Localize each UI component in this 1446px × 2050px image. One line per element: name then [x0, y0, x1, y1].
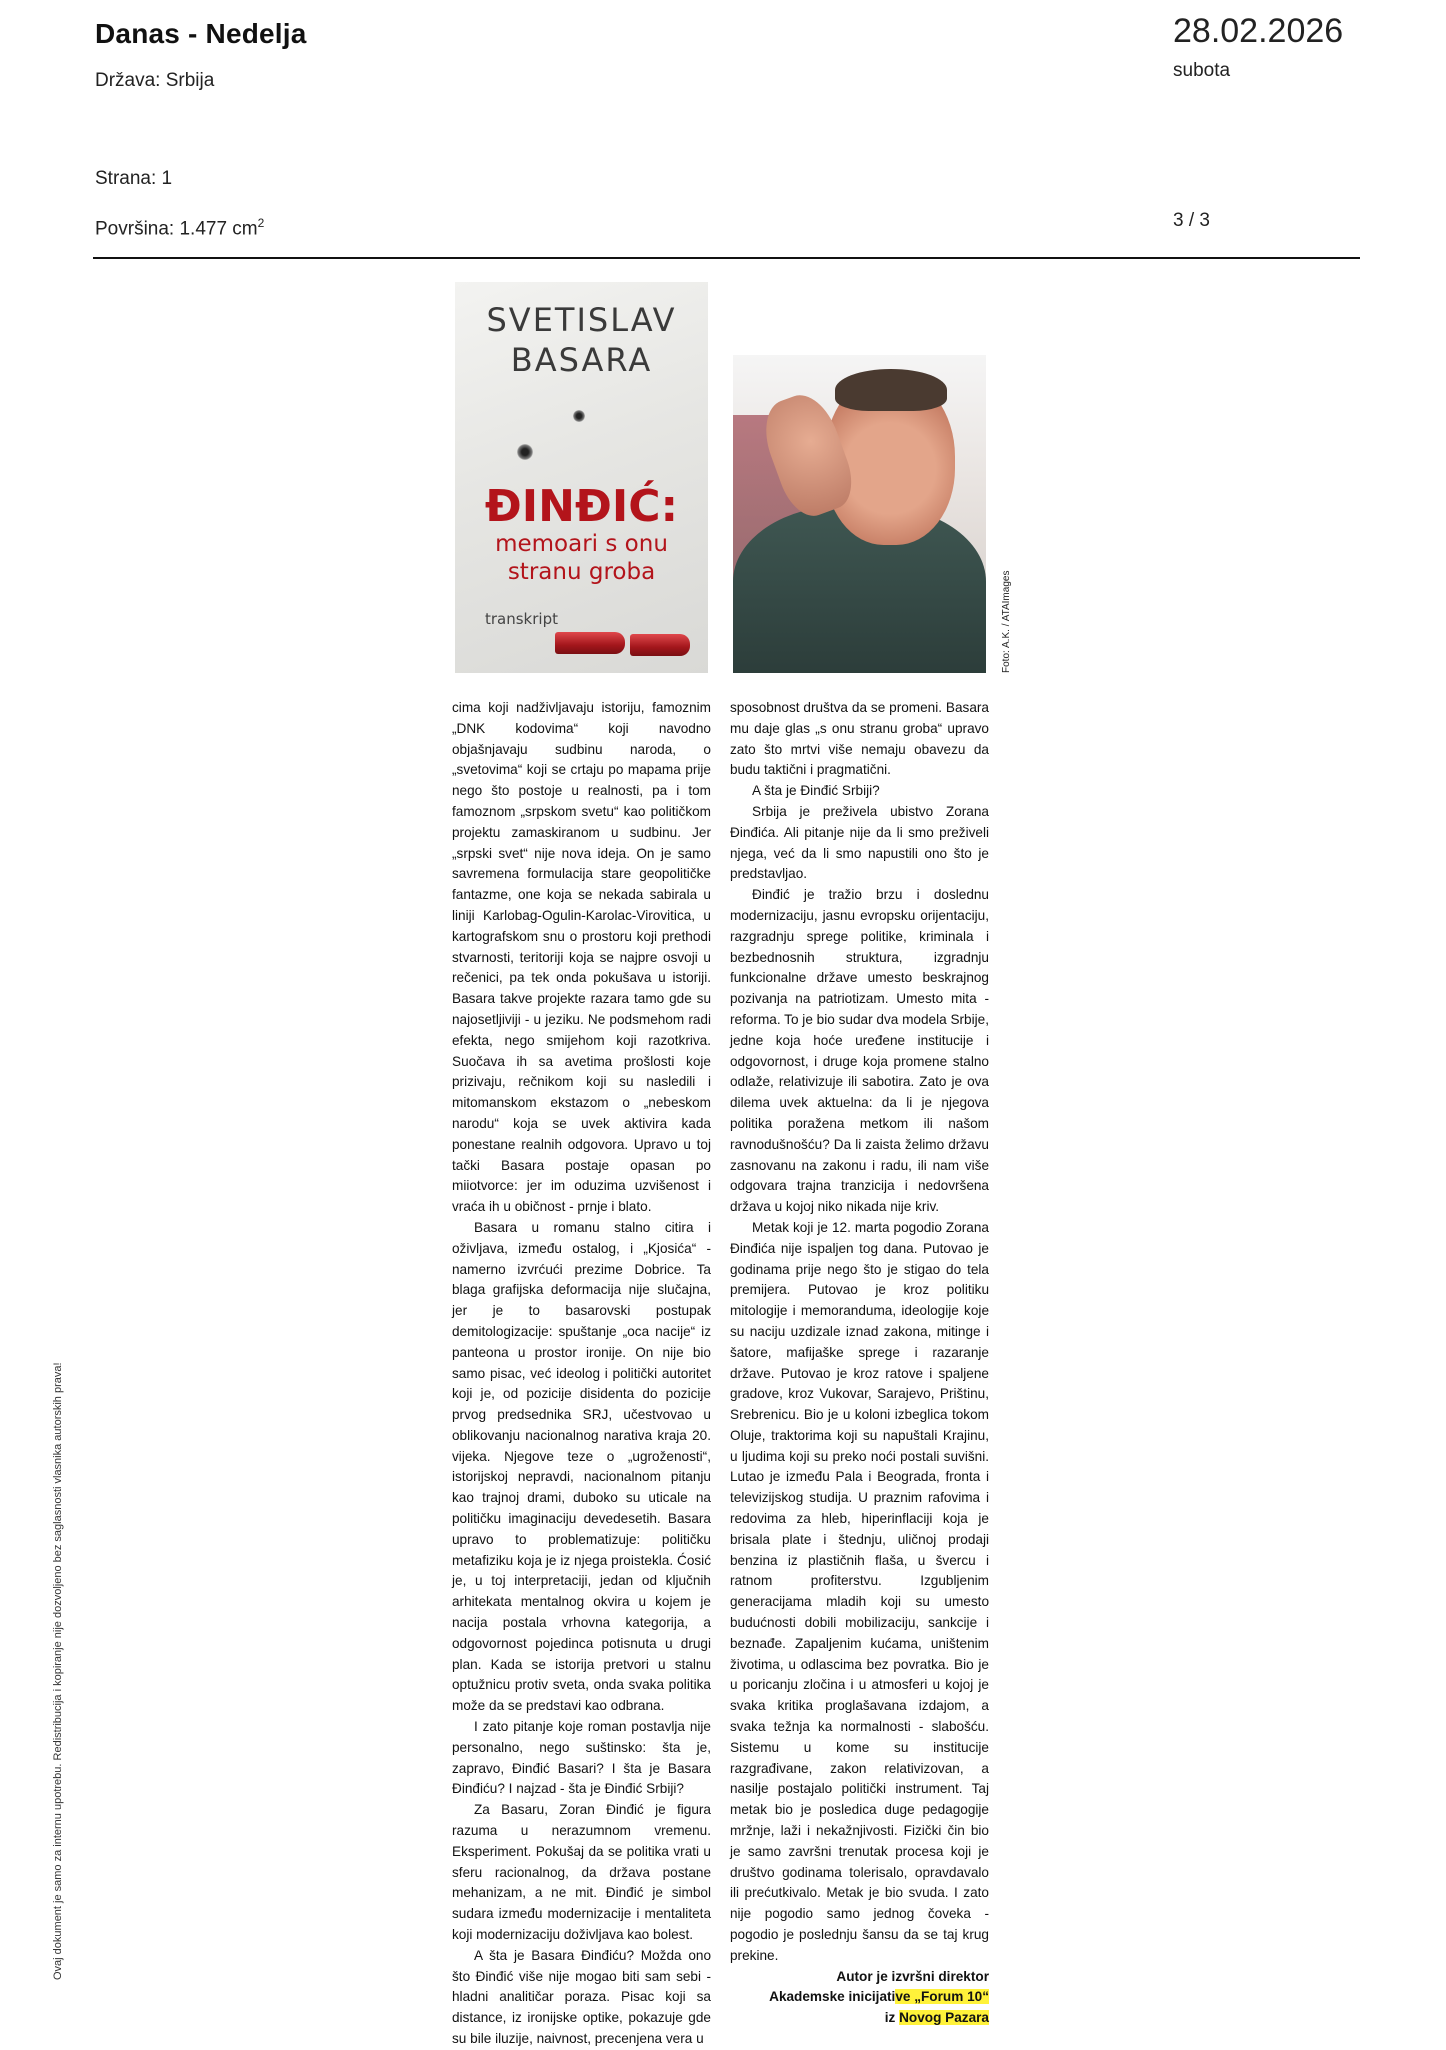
header-divider: [93, 257, 1360, 259]
bullet-shell-icon: [555, 632, 625, 654]
article-column-1: [452, 698, 711, 2050]
cover-title: ĐINĐIĆ:: [484, 481, 679, 532]
cover-author-first: SVETISLAV: [486, 301, 677, 339]
issue-weekday: subota: [1173, 60, 1231, 81]
area-exponent: 2: [257, 216, 265, 230]
cover-author-last: BASARA: [510, 341, 653, 379]
photo-figure-hair: [835, 369, 947, 411]
author-signature-line2: [730, 1987, 989, 2008]
article-paragraph: I zato pitanje koje roman postavlja nije personalno, nego suštinsko: šta je, zapravo, Đinđić Basari? I šta je Basara Đinđiću? I najzad - šta je Đinđić Srbiji?: [452, 1719, 711, 1797]
article-paragraph: cima koji nadživljavaju istoriju, famoznim „DNK kodovima“ koji navodno objašnjavaju sudbinu naroda, o „svetovima“ koji se crtaju po mapama prije nego što postoje u realnosti, pa i tom famoznom „srpskom svetu“ kao političkom projektu zamaskiranom u sudbinu. Jer „srpski svet“ nije nova ideja. On je samo savremena formulacija stare geopolitičke fantazme, one koja se nekada sabirala u liniji Karlobag-Ogulin-Karolac-Virovitica, u kartografskom snu o prostoru koji prethodi stvarnosti, teritoriji koja se najpre osvoji u rečenici, pa tek onda pokušava u istoriji. Basara takve projekte razara tamo gde su najosetljiviji - u jeziku. Ne podsmehom radi efekta, nego smijehom koji razotkriva. Suočava ih sa avetima prošlosti koje prizivaju, rečnikom koji su nasledili i mitomanskom ekstazom o „nebeskom narodu“ koja se uvek aktivira kada ponestane realnih odgovora. Upravo u toj tački Basara postaje opasan po miiotvorce: jer im oduzima uzvišenost i vraća ih u običnost - prnje i blato.: [452, 700, 711, 1215]
cover-subtitle-line1: memoari s onu: [495, 531, 668, 557]
author-signature-line3: [730, 2008, 989, 2029]
page-counter: 3 / 3: [1173, 210, 1210, 231]
article-column-2: [730, 698, 989, 2029]
country-label: Država: Srbija: [95, 70, 215, 91]
page-label: Strana: 1: [95, 168, 173, 189]
copyright-side-note: Ovaj dokument je samo za internu upotrebu. Redistribucija i kopiranje nije dozvoljeno bez saglasnosti vlasnika autorskih prava!: [52, 1362, 64, 1980]
article-paragraph: A šta je Đinđić Srbiji?: [752, 783, 880, 799]
article-paragraph: A šta je Basara Đinđiću? Možda ono što Đinđić više nije mogao biti sam sebi - hladni analitičar poraza. Pisac koji sa distance, iz ironijske optike, pokazuje gde su bile iluzije, naivnost, precenjena vera u: [452, 1947, 711, 2046]
bullet-hole-icon: [573, 410, 585, 422]
article-paragraph: Basara u romanu stalno citira i oživljava, između ostalog, i „Kjosića“ - namerno izvrćući prezime Dobrice. Ta blaga grafijska deformacija nije slučajna, jer je to basarovski postupak demitologizacije: spuštanje „oca nacije“ iz panteona u prostor ironije. On nije bio samo pisac, već ideolog i politički autoritet koji je, od pozicije disidenta do pozicije prvog predsednika SRJ, učestvovao u oblikovanju nacionalnog narativa kraja 20. vijeka. Njegove teze o „ugroženosti“, istorijskoj nepravdi, nacionalnom pitanju kao trajnoj drami, duboko su uticale na političku imaginaciju devedesetih. Basara upravo to problematizuje: političku metafiziku koja je iz njega proistekla. Ćosić je, u toj interpretaciji, jedan od ključnih arhitekata mentalnog okvira u kojem je nacija postala vrhovna kategorija, a odgovornost pojedinca potisnuta u drugi plan. Kada se istorija pretvori u stalnu optužnicu protiv sveta, onda svaka politika može da se predstavi kao odbrana.: [452, 1219, 711, 1714]
highlighted-text: ve „Forum 10“: [895, 1989, 989, 2005]
issue-date: 28.02.2026: [1173, 12, 1344, 50]
area-label: [95, 216, 264, 240]
bullet-hole-icon: [517, 444, 533, 460]
cover-subtitle-line2: stranu groba: [507, 559, 656, 585]
article-paragraph: Srbija je preživela ubistvo Zorana Đinđića. Ali pitanje nije da li smo preživeli njega, već da li smo napustili ono što je predstavljao.: [730, 803, 989, 882]
area-value: Površina: 1.477 cm: [95, 218, 258, 240]
author-portrait-photo: [733, 355, 986, 673]
article-paragraph: Metak koji je 12. marta pogodio Zorana Đinđića nije ispaljen tog dana. Putovao je godinama prije nego što je stigao do tela premijera. Putovao je kroz politiku mitologije i memoranduma, ideologije koje su naciju uzdizale iznad zakona, mitinge i šatore, mafijaške sprege i razaranje države. Putovao je kroz ratove i spaljene gradove, kroz Vukovar, Sarajevo, Prištinu, Srebrenicu. Bio je u koloni izbeglica tokom Oluje, traktorima koji su napuštali Krajinu, u ljudima koji su preko noći postali suvišni. Lutao je između Pala i Beograda, fronta i televizijskog studija. U praznim rafovima i redovima za hleb, hiperinflaciji koja je brisala plate i štednju, uličnoj prodaji benzina iz plastičnih flaša, u švercu i ratnom profiterstvu. Izgubljenim generacijama mladih koji su umesto budućnosti dobili mobilizaciju, sankcije i beznađe. Zapaljenim kućama, uništenim životima, u odlascima bez povratka. Bio je u poricanju zločina i u atmosferi u kojoj je svaka kritika proglašavana izdajom, a svaka težnja ka normalnosti - slabošću. Sistemu u kome su institucije razgrađivane, zakon relativizovan, a nasilje postajalo politički instrument. Taj metak bio je posledica duge pedagogije mržnje, laži i nekažnjivosti. Fizički čin bio je samo završni trenutak procesa koji je društvo godinama tolerisalo, opravdavalo ili prećutkivalo. Metak je bio svuda. I zato nije pogodio samo jednog čoveka - pogodio je poslednju šansu da se taj krug prekine.: [730, 1219, 989, 1963]
cover-tag: transkript: [485, 610, 558, 628]
bullet-shell-icon: [630, 634, 690, 656]
signature-text: Akademske inicijati: [769, 1989, 896, 2005]
cover-subtitle: [455, 530, 708, 586]
article-paragraph: sposobnost društva da se promeni. Basara mu daje glas „s onu stranu groba“ upravo zato što mrtvi više nemaju obavezu da budu taktični i pragmatični.: [730, 700, 989, 778]
article-paragraph: Za Basaru, Zoran Đinđić je figura razuma u nerazumnom vremenu. Eksperiment. Pokušaj da se politika vrati u sferu racionalnog, da država postane mehanizam, a ne mit. Đinđić je simbol sudara između modernizacije i mentaliteta koji modernizaciju doživljava kao bolest.: [452, 1802, 711, 1943]
author-signature-line1: Autor je izvršni direktor: [836, 1968, 989, 1984]
article-paragraph: Đinđić je tražio brzu i doslednu modernizaciju, jasnu evropsku orijentaciju, razgradnju sprege politike, kriminala i bezbednosnih struktura, izgradnju funkcionalne države umesto beskrajnog pozivanja na patriotizam. Umesto mita - reforma. To je bio sudar dva modela Srbije, jedne koja hoće uređene institucije i odgovornost, i druge koja promene stalno odlaže, relativizuje ili sabotira. Zato je ova dilema uvek aktuelna: da li je njegova politika poražena metkom ili našom ravnodušnošću? Da li zaista želimo državu zasnovanu na zakonu i radu, ili nam više odgovara trajna tranzicija i nedovršena država u kojoj niko nikada nije kriv.: [730, 887, 989, 1215]
publication-title: Danas - Nedelja: [95, 18, 307, 49]
photo-credit: Foto: A.K. / ATAImages: [1001, 570, 1012, 673]
book-cover-image: [455, 282, 708, 673]
highlighted-text: Novog Pazara: [899, 2010, 989, 2026]
signature-text: iz: [884, 2010, 900, 2026]
